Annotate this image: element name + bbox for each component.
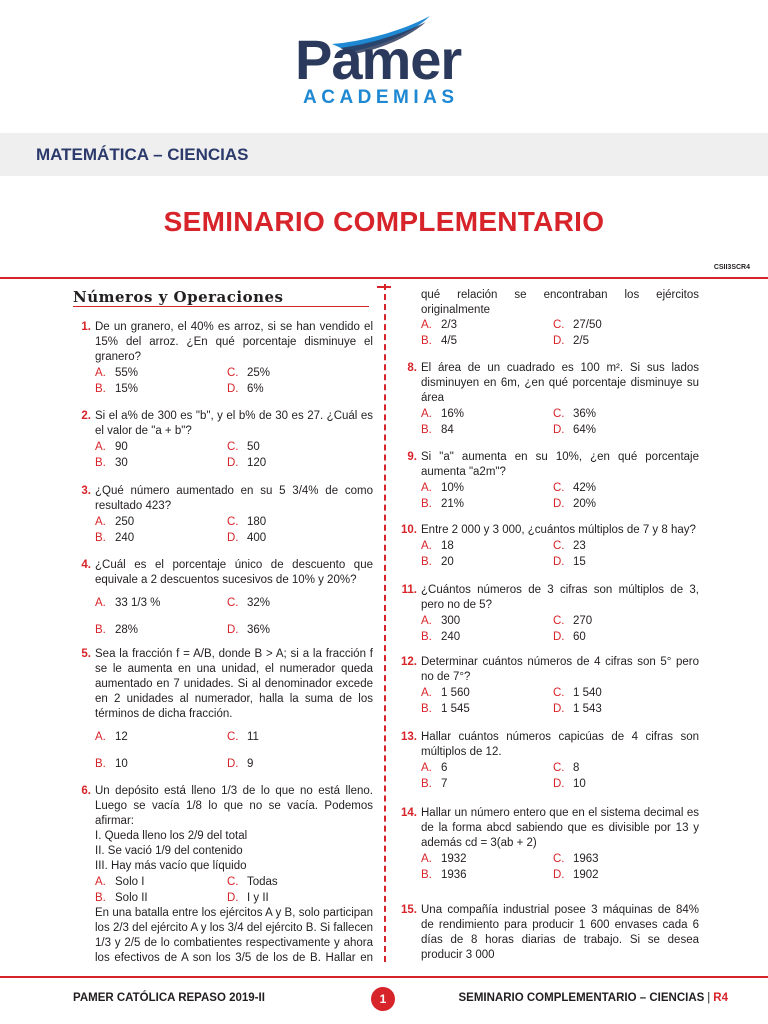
option-a: A. 6 (421, 762, 448, 774)
option-c: C. 11 (227, 731, 259, 743)
problem-1 (81, 320, 373, 397)
statement-2: II. Se vació 1/9 del contenido (95, 845, 243, 857)
footer-right (459, 992, 728, 1004)
problem-text: Entre 2 000 y 3 000, ¿cuántos múltiplos de 7 y 8 hay? (421, 524, 696, 536)
problem-text: Sea la fracción f = A/B, donde B > A; si a la fracción f se le aumenta en una unidad, el numerador queda aumentado en 7 unidades. Si al denominador excede en 2 unidades al numerador, halla la suma de los términos de dicha fracción. (95, 648, 373, 720)
option-c: C. 42% (553, 482, 597, 494)
options (421, 852, 699, 883)
problem-text: De un granero, el 40% es arroz, si se han vendido el 15% del arroz. ¿En qué porcentaje disminuye el granero? (95, 321, 373, 363)
problem-number: 1. (81, 321, 91, 333)
problem-number: 6. (81, 785, 91, 797)
problem-number: 8. (407, 362, 417, 374)
options (421, 318, 699, 349)
option-b: B. 28% (95, 624, 139, 636)
option-b: B. 7 (421, 778, 448, 790)
problem-number: 12. (401, 656, 417, 668)
option-b: B. 30 (95, 457, 128, 469)
problem-number: 13. (401, 731, 417, 743)
document-code: CSII3SCR4 (713, 264, 750, 271)
option-d: D. 120 (227, 457, 267, 469)
problem-text: ¿Cuántos números de 3 cifras son múltiplos de 3, pero no de 5? (421, 584, 699, 611)
option-d: D. 400 (227, 532, 267, 544)
option-a: A. 10% (421, 482, 465, 494)
page-title: SEMINARIO COMPLEMENTARIO (163, 206, 605, 237)
problem-7 (95, 906, 373, 966)
options (421, 481, 699, 512)
problem-3 (81, 484, 373, 546)
section-underline (73, 306, 369, 307)
option-a: A. 90 (95, 441, 128, 453)
problem-7-options (421, 318, 699, 349)
statement-3: III. Hay más vacío que líquido (95, 860, 247, 872)
option-b: B. 240 (421, 631, 461, 643)
problem-number: 3. (81, 485, 91, 497)
problem-number: 10. (401, 524, 417, 536)
option-c: C. 25% (227, 367, 271, 379)
problem-number: 14. (401, 807, 417, 819)
options (95, 596, 373, 638)
statement-1: I. Queda lleno los 2/9 del total (95, 830, 248, 842)
option-b: B. 10 (95, 758, 128, 770)
problem-number: 9. (407, 451, 417, 463)
problem-text-continued: qué relación se encontraban los ejércitos originalmente (421, 289, 699, 316)
options (95, 515, 373, 546)
option-b: B. 1936 (421, 869, 467, 881)
option-b: B. 84 (421, 424, 454, 436)
options (95, 730, 373, 772)
problem-number: 11. (401, 584, 417, 596)
footer-left: PAMER CATÓLICA REPASO 2019-II (73, 992, 265, 1004)
option-d: D. 36% (227, 624, 271, 636)
problem-13 (401, 730, 699, 792)
problem-14 (401, 806, 699, 883)
option-c: C. 36% (553, 408, 597, 420)
logo-wordmark: Pamer (295, 28, 462, 91)
problem-8 (407, 361, 699, 438)
option-b: B. Solo II (95, 892, 148, 904)
options (421, 686, 699, 717)
problem-10 (401, 523, 699, 570)
option-c: C. 23 (553, 540, 586, 552)
option-d: D. 64% (553, 424, 597, 436)
problem-text: Si "a" aumenta en su 10%, ¿en qué porcentaje aumenta "a2m"? (421, 451, 699, 478)
option-d: D. 1902 (553, 869, 599, 881)
option-a: A. 250 (95, 516, 135, 528)
footer-tag: R4 (713, 992, 728, 1004)
options (95, 440, 373, 471)
problem-number: 4. (81, 559, 91, 571)
problem-text: El área de un cuadrado es 100 m². Si sus lados disminuyen en 6m, ¿en qué porcentaje disminuye su área (421, 362, 699, 404)
page-number: 1 (371, 987, 395, 1011)
problem-text: Una compañía industrial posee 3 máquinas de 84% de rendimiento para producir 1 600 envases cada 6 días de 8 horas diarias de trabajo. Si se desea producir 3 000 (421, 904, 699, 961)
problem-4 (81, 558, 373, 638)
option-d: D. 15 (553, 556, 586, 568)
option-b: B. 240 (95, 532, 135, 544)
problem-text: ¿Cuál es el porcentaje único de descuento que equivale a 2 descuentos sucesivos de 10% y 20%? (95, 559, 373, 586)
option-a: A. 1932 (421, 853, 467, 865)
problem-2 (81, 409, 373, 471)
column-divider (384, 284, 386, 962)
option-a: A. 55% (95, 367, 139, 379)
option-a: A. 1 560 (421, 687, 470, 699)
option-a: A. 16% (421, 408, 465, 420)
problem-11 (401, 583, 699, 645)
options (421, 407, 699, 438)
problem-text: Determinar cuántos números de 4 cifras son 5° pero no de 7°? (421, 656, 699, 683)
problem-number: 15. (401, 904, 417, 916)
options (421, 614, 699, 645)
option-b: B. 15% (95, 383, 139, 395)
option-c: C. 1963 (553, 853, 599, 865)
option-d: D. 1 543 (553, 703, 602, 715)
options (421, 761, 699, 792)
options (95, 366, 373, 397)
option-d: D. 10 (553, 778, 586, 790)
problem-15 (401, 903, 699, 963)
option-d: D. 6% (227, 383, 264, 395)
problem-9 (407, 450, 699, 512)
option-a: A. Solo I (95, 876, 145, 888)
bottom-rule (0, 976, 768, 978)
option-d: D. 20% (553, 498, 597, 510)
option-a: A. 300 (421, 615, 461, 627)
problem-text: Un depósito está lleno 1/3 de lo que no está lleno. Luego se vacía 1/8 lo que no se vacía. Podemos afirmar: (95, 785, 373, 827)
option-b: B. 21% (421, 498, 465, 510)
logo-subtitle: ACADEMIAS (303, 87, 459, 108)
option-d: D. 9 (227, 758, 254, 770)
option-d: D. 60 (553, 631, 586, 643)
options (95, 875, 373, 906)
footer-separator: | (707, 992, 711, 1004)
option-c: C. 270 (553, 615, 593, 627)
problem-number: 5. (81, 648, 91, 660)
option-c: C. 180 (227, 516, 267, 528)
problem-12 (401, 655, 699, 717)
option-d: D. 2/5 (553, 335, 589, 347)
option-a: A. 33 1/3 % (95, 597, 161, 609)
problem-text: ¿Qué número aumentado en su 5 3/4% de como resultado 423? (95, 485, 373, 512)
option-a: A. 18 (421, 540, 454, 552)
option-c: C. 27/50 (553, 319, 602, 331)
section-heading: Números y Operaciones (73, 288, 284, 306)
option-b: B. 4/5 (421, 335, 457, 347)
problem-5 (81, 647, 373, 772)
footer-right-text: SEMINARIO COMPLEMENTARIO – CIENCIAS (458, 992, 705, 1004)
option-a: A. 2/3 (421, 319, 457, 331)
option-c: C. 8 (553, 762, 580, 774)
option-c: C. Todas (227, 876, 278, 888)
problem-text: En una batalla entre los ejércitos A y B, solo participan los 2/3 del ejército A y los 3/4 del ejército B. Si fallecen 1/3 y 2/5 de lo combatientes respectivamente y ahora los efectivos de A son los 3/5 de los de B. Hallar en (95, 907, 373, 964)
course-title: MATEMÁTICA – CIENCIAS (36, 145, 249, 164)
top-rule (0, 277, 768, 279)
option-c: C. 50 (227, 441, 260, 453)
problem-number: 2. (81, 410, 91, 422)
problem-6 (81, 784, 373, 906)
option-b: B. 20 (421, 556, 454, 568)
option-a: A. 12 (95, 731, 128, 743)
option-c: C. 32% (227, 597, 271, 609)
option-b: B. 1 545 (421, 703, 470, 715)
option-d: D. I y II (227, 892, 269, 904)
option-c: C. 1 540 (553, 687, 602, 699)
problem-text: Si el a% de 300 es "b", y el b% de 30 es 27. ¿Cuál es el valor de "a + b"? (95, 410, 373, 437)
problem-text: Hallar cuántos números capicúas de 4 cifras son múltiplos de 12. (421, 731, 699, 758)
options (421, 539, 699, 570)
problem-text: Hallar un número entero que en el sistema decimal es de la forma abcd sabiendo que es divisible por 13 y además cd = 3(ab + 2) (421, 807, 699, 849)
